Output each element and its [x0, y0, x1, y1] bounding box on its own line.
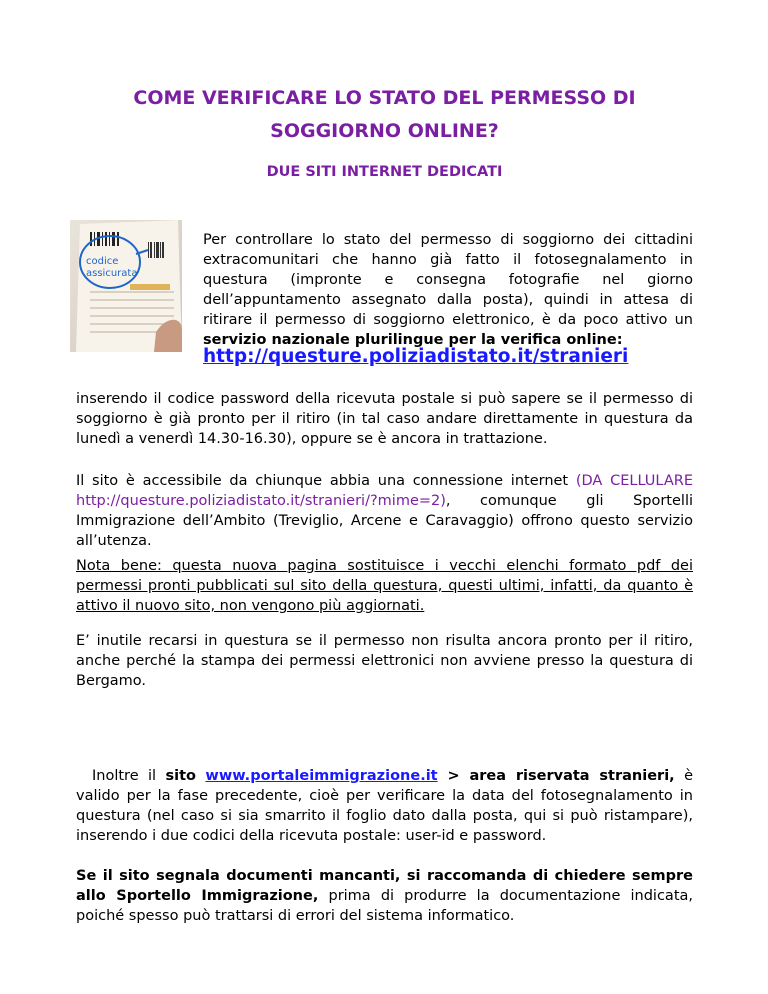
- photo-label-2: assicurata: [86, 268, 138, 279]
- intro-paragraph: [203, 230, 693, 350]
- para6-area: > area riservata stranieri,: [437, 768, 675, 784]
- paragraph-password: inserendo il codice password della ricevuta postale si può sapere se il permesso di soggiorno è già pronto per il ritiro (in tal caso andare direttamente in questura da lunedì a venerdì 14.30-16.30), oppure se è ancora in trattazione.: [76, 391, 693, 447]
- para3-start: Il sito è accessibile da chiunque abbia una connessione internet: [76, 473, 576, 489]
- page-title: [76, 82, 693, 148]
- paragraph-portale: [76, 766, 693, 846]
- paragraph-accessibility: [76, 471, 693, 551]
- portale-link[interactable]: www.portaleimmigrazione.it: [205, 768, 438, 784]
- paragraph-questura: E’ inutile recarsi in questura se il permesso non risulta ancora pronto per il ritiro, anche perché la stampa dei permessi elettronici non avviene presso la questura di Bergamo.: [76, 633, 693, 689]
- questure-link[interactable]: http://questure.poliziadistato.it/stranieri: [203, 346, 629, 367]
- receipt-image: [70, 220, 182, 352]
- intro-text: Per controllare lo stato del permesso di soggiorno dei cittadini extracomunitari che hanno già fatto il fotosegnalamento in questura (impronte e consegna fotografie nel giorno dell’appuntamento assegnato dalla posta), quindi in attesa di ritirare il permesso di soggiorno elettronico, è da poco attivo un: [203, 232, 693, 328]
- para7-rest: prima di produrre la documentazione indicata, poiché spesso può trattarsi di errori del sistema informatico.: [76, 888, 693, 924]
- para6-start: Inoltre il: [92, 768, 166, 784]
- para3-end: , comunque gli Sportelli Immigrazione dell’Ambito (Treviglio, Arcene e Caravaggio) offrono questo servizio all’utenza.: [76, 493, 693, 549]
- title-line-2: SOGGIORNO ONLINE?: [270, 120, 499, 142]
- intro-bold: servizio nazionale plurilingue per la verifica online:: [203, 332, 623, 348]
- title-line-1: COME VERIFICARE LO STATO DEL PERMESSO DI: [133, 87, 636, 109]
- mobile-url[interactable]: (DA CELLULARE http://questure.poliziadistato.it/stranieri/?mime=2): [76, 473, 693, 509]
- photo-label-1: codice: [86, 256, 119, 267]
- para7-bold: Se il sito segnala documenti mancanti, si raccomanda di chiedere sempre allo Sportello Immigrazione,: [76, 868, 693, 904]
- para6-sito: sito: [165, 768, 196, 784]
- page-subtitle: DUE SITI INTERNET DEDICATI: [266, 164, 503, 180]
- paragraph-documenti: [76, 866, 693, 926]
- note-paragraph: Nota bene: questa nuova pagina sostituisce i vecchi elenchi formato pdf dei permessi pronti pubblicati sul sito della questura, questi ultimi, infatti, da quanto è attivo il nuovo sito, non vengono più aggiornati.: [76, 558, 693, 614]
- para6-rest: è valido per la fase precedente, cioè per verificare la data del fotosegnalamento in questura (nel caso si sia smarrito il foglio dato dalla posta, qui si può ristampare), inserendo i due codici della ricevuta postale: user-id e password.: [76, 768, 694, 844]
- receipt-photo: [70, 220, 182, 352]
